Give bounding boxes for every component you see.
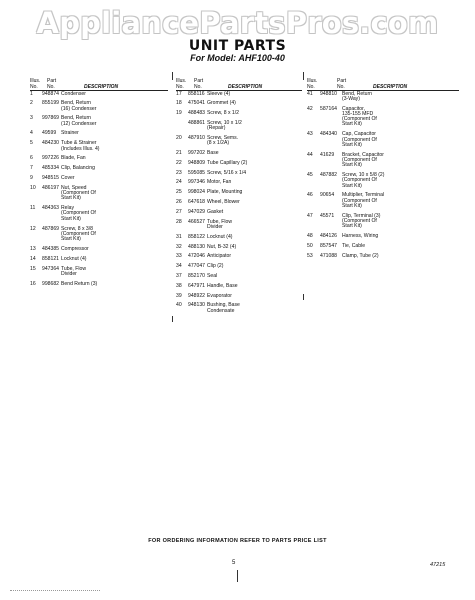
illus-number: 23 bbox=[176, 169, 182, 176]
part-row bbox=[307, 173, 459, 189]
part-description: Plate, Mounting bbox=[207, 189, 243, 196]
part-row bbox=[30, 227, 168, 243]
part-description: Clip, Balancing bbox=[61, 165, 95, 172]
part-number: 852170 bbox=[188, 272, 205, 279]
part-description: Strainer bbox=[61, 130, 79, 137]
part-row bbox=[176, 235, 302, 240]
illus-number: 11 bbox=[30, 205, 36, 212]
illus-number: 16 bbox=[30, 280, 36, 287]
page-subtitle: For Model: AHF100-40 bbox=[190, 53, 285, 63]
part-description: Relay (Component Of Start Kit) bbox=[61, 205, 96, 222]
part-description: Bushing, Base Condensate bbox=[207, 302, 240, 314]
column-divider-mark bbox=[303, 294, 304, 300]
part-row bbox=[30, 166, 168, 171]
part-row bbox=[176, 136, 302, 147]
part-number: 484385 bbox=[42, 245, 59, 252]
part-row bbox=[30, 92, 168, 97]
part-number: 49599 bbox=[42, 130, 57, 137]
part-row bbox=[30, 156, 168, 161]
part-row bbox=[30, 131, 168, 136]
part-number: 41629 bbox=[320, 151, 335, 158]
part-row bbox=[176, 190, 302, 195]
parts-list bbox=[176, 92, 302, 314]
illus-number: 3 bbox=[30, 115, 33, 122]
part-number: 477047 bbox=[188, 263, 205, 270]
part-number: 998024 bbox=[188, 189, 205, 196]
part-description: Base bbox=[207, 150, 219, 157]
header-illus: Illus. bbox=[176, 78, 187, 84]
illus-number: 10 bbox=[30, 184, 36, 191]
part-description: Wheel, Blower bbox=[207, 199, 240, 206]
part-description: Nut, Speed (Component Of Start Kit) bbox=[61, 184, 96, 202]
part-description: Tube, Flow Divider bbox=[207, 218, 233, 230]
document-code: 47215 bbox=[430, 562, 446, 568]
part-description: Bend, Return (12) Condenser bbox=[61, 115, 97, 127]
part-description: Nut, B-32 (4) bbox=[207, 243, 237, 250]
part-row bbox=[30, 267, 168, 278]
illus-number: 48 bbox=[307, 233, 313, 240]
part-row bbox=[176, 274, 302, 279]
part-description: Bend, Return (3-Way) bbox=[342, 90, 373, 102]
header-description: DESCRIPTION bbox=[373, 84, 408, 90]
part-number: 487869 bbox=[42, 225, 59, 232]
part-number: 488483 bbox=[188, 110, 205, 117]
part-description: Screw, 10 x 1/2 (Repair) bbox=[207, 119, 242, 132]
part-row bbox=[307, 132, 459, 148]
part-row bbox=[307, 214, 459, 230]
illus-number: 32 bbox=[176, 243, 182, 250]
part-number: 948810 bbox=[320, 90, 337, 97]
part-row bbox=[307, 92, 459, 103]
illus-number: 34 bbox=[176, 263, 182, 270]
illus-number: 4 bbox=[30, 130, 33, 137]
illus-number: 53 bbox=[307, 252, 313, 259]
parts-list bbox=[307, 92, 459, 260]
illus-number: 13 bbox=[30, 245, 36, 252]
part-number: 948809 bbox=[188, 159, 205, 166]
header-no: No. bbox=[47, 84, 55, 90]
ordering-footer-note: FOR ORDERING INFORMATION REFER TO PARTS PRICE LIST bbox=[148, 538, 327, 544]
illus-number: 27 bbox=[176, 208, 182, 215]
illus-number: 17 bbox=[176, 90, 182, 97]
parts-column-3 bbox=[307, 73, 459, 259]
illus-number: 18 bbox=[176, 100, 182, 107]
illus-number: 6 bbox=[30, 155, 33, 162]
part-number: 947364 bbox=[42, 265, 59, 272]
illus-number: 15 bbox=[30, 265, 36, 272]
header-description: DESCRIPTION bbox=[228, 84, 263, 90]
illus-number: 31 bbox=[176, 233, 182, 240]
part-description: Handle, Base bbox=[207, 282, 238, 289]
part-row bbox=[30, 176, 168, 181]
part-number: 997346 bbox=[188, 179, 205, 186]
illus-number: 50 bbox=[307, 243, 313, 250]
part-row bbox=[307, 244, 459, 249]
column-divider-mark bbox=[303, 72, 304, 80]
part-number: 484126 bbox=[320, 233, 337, 240]
part-row bbox=[176, 254, 302, 259]
header-description: DESCRIPTION bbox=[84, 84, 119, 90]
part-row bbox=[30, 141, 168, 152]
part-description: Tube Capillary (2) bbox=[207, 159, 248, 166]
part-row bbox=[176, 180, 302, 185]
illus-number: 20 bbox=[176, 134, 182, 141]
part-row bbox=[307, 107, 459, 128]
part-description: Screw, 5/16 x 1/4 bbox=[207, 169, 247, 176]
part-row bbox=[176, 200, 302, 205]
part-description: Tie, Cable bbox=[342, 243, 366, 250]
part-row bbox=[176, 92, 302, 97]
part-number: 45571 bbox=[320, 212, 335, 219]
illus-number: 25 bbox=[176, 189, 182, 196]
part-description: Gasket bbox=[207, 208, 224, 215]
part-description: Motor, Fan bbox=[207, 179, 232, 186]
part-description: Clamp, Tube (2) bbox=[342, 252, 379, 259]
part-description: Sleeve (4) bbox=[207, 90, 231, 97]
part-number: 997202 bbox=[188, 150, 205, 157]
part-row bbox=[176, 161, 302, 166]
part-description: Harness, Wiring bbox=[342, 233, 379, 240]
illus-number: 39 bbox=[176, 292, 182, 299]
page-number: 5 bbox=[232, 560, 236, 566]
illus-number: 45 bbox=[307, 172, 313, 179]
part-number: 947029 bbox=[188, 208, 205, 215]
illus-number: 24 bbox=[176, 179, 182, 186]
part-number: 997869 bbox=[42, 115, 59, 122]
header-no: No. bbox=[307, 84, 315, 90]
part-number: 484230 bbox=[42, 140, 59, 147]
part-row bbox=[30, 186, 168, 202]
header-illus: Illus. bbox=[307, 78, 318, 84]
page-title: UNIT PARTS bbox=[188, 38, 287, 54]
part-row bbox=[176, 264, 302, 269]
part-number: 948874 bbox=[42, 90, 59, 97]
part-description: Cap, Capacitor (Component Of Start Kit) bbox=[342, 131, 377, 148]
header-part: Part bbox=[194, 78, 204, 84]
illus-number: 41 bbox=[307, 90, 313, 97]
part-row bbox=[30, 101, 168, 112]
illus-number: 38 bbox=[176, 282, 182, 289]
part-row bbox=[30, 206, 168, 222]
part-number: 948922 bbox=[188, 292, 205, 299]
part-number: 858121 bbox=[42, 255, 59, 262]
part-description: Screw, 8 x 1/2 bbox=[207, 110, 239, 117]
part-description: Compressor bbox=[61, 245, 89, 252]
part-number: 948130 bbox=[188, 302, 205, 309]
illus-number: 1 bbox=[30, 90, 33, 97]
illus-number: 26 bbox=[176, 199, 182, 206]
part-description: Locknut (4) bbox=[61, 255, 87, 262]
part-row bbox=[176, 101, 302, 106]
illus-number: 46 bbox=[307, 192, 313, 199]
part-description: Cover bbox=[61, 174, 75, 181]
part-number: 997226 bbox=[42, 155, 59, 162]
part-number: 484340 bbox=[320, 131, 337, 138]
illus-number: 21 bbox=[176, 150, 182, 157]
part-row bbox=[176, 111, 302, 116]
part-row bbox=[176, 245, 302, 250]
part-description: Condenser bbox=[61, 90, 86, 97]
part-row bbox=[176, 303, 302, 314]
illus-number: 47 bbox=[307, 212, 313, 219]
part-number: 485334 bbox=[42, 165, 59, 172]
part-row bbox=[307, 234, 459, 239]
part-description: Capacitor, 135-155 MFD (Component Of Start Kit) bbox=[342, 105, 377, 128]
column-header bbox=[30, 73, 168, 91]
illus-number: 22 bbox=[176, 159, 182, 166]
illus-number: 19 bbox=[176, 110, 182, 117]
part-number: 475041 bbox=[188, 100, 205, 107]
part-number: 855199 bbox=[42, 100, 59, 107]
part-row bbox=[176, 284, 302, 289]
part-description: Screw, 8 x 3/8 (Component Of Start Kit) bbox=[61, 225, 96, 243]
part-description: Tube, Flow Divider bbox=[61, 265, 87, 277]
part-number: 488130 bbox=[188, 243, 205, 250]
part-description: Screw, Sems. (8 x 1/2A) bbox=[207, 134, 239, 147]
part-description: Screw, 10 x 5/8 (2) (Component Of Start Kit) bbox=[342, 172, 385, 189]
part-description: Bend Return (3) bbox=[61, 280, 98, 287]
part-row bbox=[30, 116, 168, 127]
part-description: Seal bbox=[207, 272, 218, 279]
part-number: 488861 bbox=[188, 119, 205, 126]
part-row bbox=[176, 151, 302, 156]
part-number: 595085 bbox=[188, 169, 205, 176]
part-description: Grommet (4) bbox=[207, 100, 236, 107]
watermark-logo: AppliancePartsPros.com bbox=[36, 6, 439, 40]
illus-number: 12 bbox=[30, 225, 36, 232]
header-no: No. bbox=[176, 84, 184, 90]
part-description: Bend, Return (16) Condenser bbox=[61, 100, 97, 112]
part-description: Tube & Strainer (Includes Illus. 4) bbox=[61, 140, 100, 152]
illus-number: 7 bbox=[30, 165, 33, 172]
illus-number: 37 bbox=[176, 272, 182, 279]
part-description: Blade, Fan bbox=[61, 155, 86, 162]
part-number: 471088 bbox=[320, 252, 337, 259]
part-row bbox=[176, 294, 302, 299]
header-no: No. bbox=[337, 84, 345, 90]
part-number: 472046 bbox=[188, 253, 205, 260]
illus-number: 28 bbox=[176, 218, 182, 225]
part-row bbox=[307, 254, 459, 259]
part-description: Clip, Terminal (3) (Component Of Start Kit) bbox=[342, 212, 381, 230]
part-number: 858122 bbox=[188, 233, 205, 240]
part-row bbox=[176, 171, 302, 176]
part-description: Evaporator bbox=[207, 292, 232, 299]
part-number: 647971 bbox=[188, 282, 205, 289]
part-row bbox=[30, 247, 168, 252]
part-number: 90654 bbox=[320, 192, 335, 199]
parts-column-1 bbox=[30, 73, 168, 287]
part-number: 484363 bbox=[42, 205, 59, 212]
illus-number: 9 bbox=[30, 174, 33, 181]
part-description: Anticipator bbox=[207, 253, 232, 260]
header-no: No. bbox=[30, 84, 38, 90]
illus-number: 40 bbox=[176, 302, 182, 309]
illus-number: 43 bbox=[307, 131, 313, 138]
part-row bbox=[176, 220, 302, 231]
illus-number: 44 bbox=[307, 151, 313, 158]
part-number: 487882 bbox=[320, 172, 337, 179]
part-row bbox=[307, 153, 459, 169]
illus-number: 5 bbox=[30, 140, 33, 147]
column-header bbox=[176, 73, 302, 91]
part-description: Multiplier, Terminal (Component Of Start Kit) bbox=[342, 192, 385, 210]
part-description: Bracket, Capacitor (Component Of Start Kit) bbox=[342, 151, 384, 169]
illus-number: 33 bbox=[176, 253, 182, 260]
part-number: 466527 bbox=[188, 218, 205, 225]
illus-number: 42 bbox=[307, 105, 313, 112]
parts-column-2 bbox=[176, 73, 302, 314]
part-description: Clip (2) bbox=[207, 263, 224, 270]
bottom-rule bbox=[10, 590, 100, 591]
part-number: 948515 bbox=[42, 174, 59, 181]
column-divider-mark bbox=[237, 570, 238, 582]
header-part: Part bbox=[337, 78, 347, 84]
illus-number: 2 bbox=[30, 100, 33, 107]
header-part: Part bbox=[47, 78, 57, 84]
column-divider-mark bbox=[172, 316, 173, 322]
header-illus: Illus. bbox=[30, 78, 41, 84]
illus-number bbox=[176, 121, 188, 132]
part-number: 486197 bbox=[42, 184, 59, 191]
part-row bbox=[30, 257, 168, 262]
part-row bbox=[176, 121, 302, 132]
part-number: 587164 bbox=[320, 105, 337, 112]
part-number: 998682 bbox=[42, 280, 59, 287]
column-divider-mark bbox=[172, 72, 173, 80]
part-description: Locknut (4) bbox=[207, 233, 233, 240]
part-row bbox=[176, 210, 302, 215]
part-row bbox=[307, 193, 459, 209]
column-header bbox=[307, 73, 459, 91]
part-number: 647618 bbox=[188, 199, 205, 206]
part-number: 857547 bbox=[320, 243, 337, 250]
part-number: 858116 bbox=[188, 90, 205, 97]
header-no: No. bbox=[194, 84, 202, 90]
part-number: 487910 bbox=[188, 134, 205, 141]
illus-number: 14 bbox=[30, 255, 36, 262]
part-row bbox=[30, 282, 168, 287]
parts-list bbox=[30, 92, 168, 287]
